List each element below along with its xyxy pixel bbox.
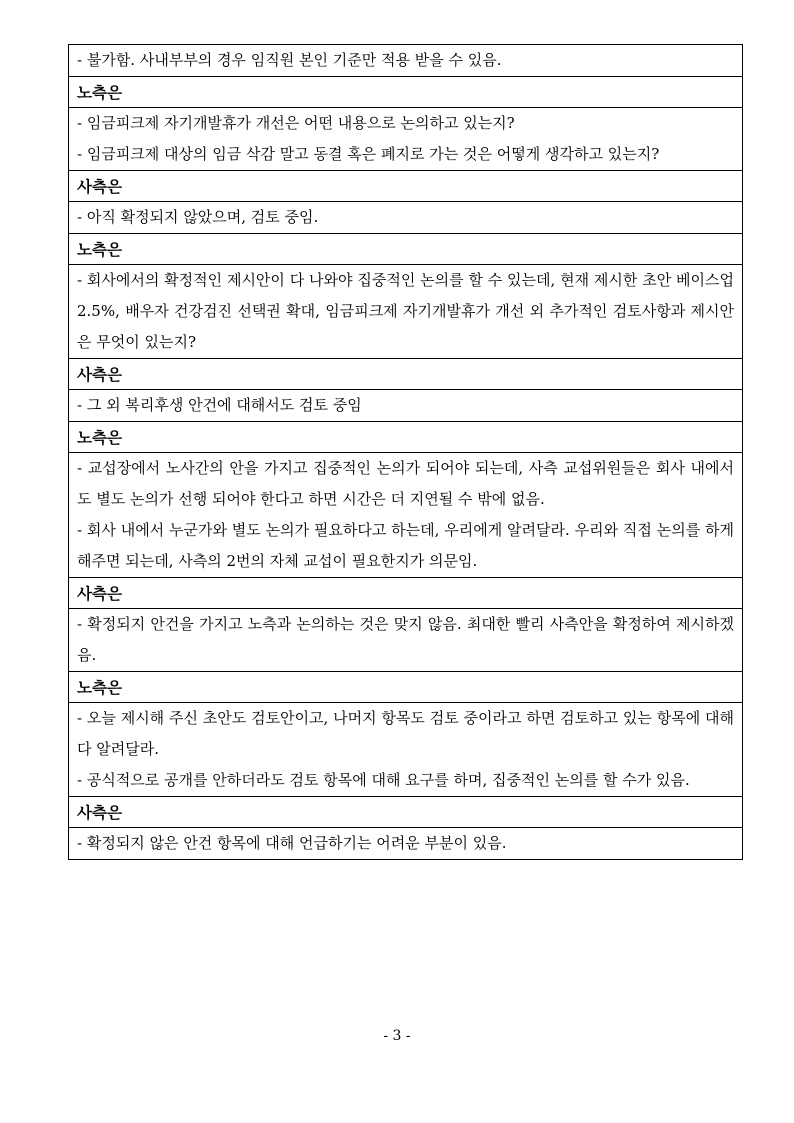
statement-row xyxy=(69,609,743,672)
statement-cell xyxy=(69,609,743,672)
speaker-label: 노측은 xyxy=(69,672,743,703)
statement-text: - 오늘 제시해 주신 초안도 검토안이고, 나머지 항목도 검토 중이라고 하면 검토하고 있는 항목에 대해 다 알려달라. xyxy=(77,709,734,758)
statement-text: - 공식적으로 공개를 안하더라도 검토 항목에 대해 요구를 하며, 집중적인 논의를 할 수가 있음. xyxy=(77,771,690,789)
speaker-row xyxy=(69,672,743,703)
statement-row xyxy=(69,108,743,171)
statement-row xyxy=(69,265,743,359)
statement-cell xyxy=(69,202,743,234)
statement-text: - 불가함. 사내부부의 경우 임직원 본인 기준만 적용 받을 수 있음. xyxy=(77,51,502,69)
statement-row xyxy=(69,453,743,578)
speaker-label: 노측은 xyxy=(69,77,743,108)
statement-text: - 회사 내에서 누군가와 별도 논의가 필요하다고 하는데, 우리에게 알려달라. 우리와 직접 논의를 하게 해주면 되는데, 사측의 2번의 자체 교섭이 필요한지가 의문임. xyxy=(77,521,734,570)
statement-cell xyxy=(69,265,743,359)
speaker-row xyxy=(69,359,743,390)
statement-text: - 확정되지 않은 안건 항목에 대해 언급하기는 어려운 부분이 있음. xyxy=(77,834,507,852)
statement-row xyxy=(69,202,743,234)
statement-row xyxy=(69,45,743,77)
statement-text: - 확정되지 안건을 가지고 노측과 논의하는 것은 맞지 않음. 최대한 빨리 사측안을 확정하여 제시하겠음. xyxy=(77,615,734,664)
statement-text: - 아직 확정되지 않았으며, 검토 중임. xyxy=(77,208,319,226)
speaker-row xyxy=(69,422,743,453)
speaker-label: 노측은 xyxy=(69,422,743,453)
statement-text: - 회사에서의 확정적인 제시안이 다 나와야 집중적인 논의를 할 수 있는데, 현재 제시한 초안 베이스업 2.5%, 배우자 건강검진 선택권 확대, 임금피크제 자기개발휴가 개선 외 추가적인 검토사항과 제시안은 무엇이 있는지? xyxy=(77,271,734,351)
speaker-label: 사측은 xyxy=(69,578,743,609)
statement-text: - 교섭장에서 노사간의 안을 가지고 집중적인 논의가 되어야 되는데, 사측 교섭위원들은 회사 내에서도 별도 논의가 선행 되어야 한다고 하면 시간은 더 지연될 수 밖에 없음. xyxy=(77,459,734,508)
minutes-table xyxy=(68,44,743,860)
speaker-row xyxy=(69,578,743,609)
statement-cell xyxy=(69,45,743,77)
statement-cell xyxy=(69,390,743,422)
statement-cell xyxy=(69,453,743,578)
speaker-row xyxy=(69,797,743,828)
speaker-label: 사측은 xyxy=(69,797,743,828)
speaker-row xyxy=(69,171,743,202)
speaker-row xyxy=(69,234,743,265)
speaker-row xyxy=(69,77,743,108)
statement-row xyxy=(69,828,743,860)
page-number: - 3 - xyxy=(383,1028,411,1044)
statement-cell xyxy=(69,703,743,797)
speaker-label: 사측은 xyxy=(69,359,743,390)
speaker-label: 노측은 xyxy=(69,234,743,265)
speaker-label: 사측은 xyxy=(69,171,743,202)
statement-text: - 그 외 복리후생 안건에 대해서도 검토 중임 xyxy=(77,396,362,414)
statement-cell xyxy=(69,828,743,860)
statement-text: - 임금피크제 대상의 임금 삭감 말고 동결 혹은 폐지로 가는 것은 어떻게 생각하고 있는지? xyxy=(77,145,660,163)
statement-row xyxy=(69,703,743,797)
statement-text: - 임금피크제 자기개발휴가 개선은 어떤 내용으로 논의하고 있는지? xyxy=(77,114,515,132)
statement-row xyxy=(69,390,743,422)
statement-cell xyxy=(69,108,743,171)
